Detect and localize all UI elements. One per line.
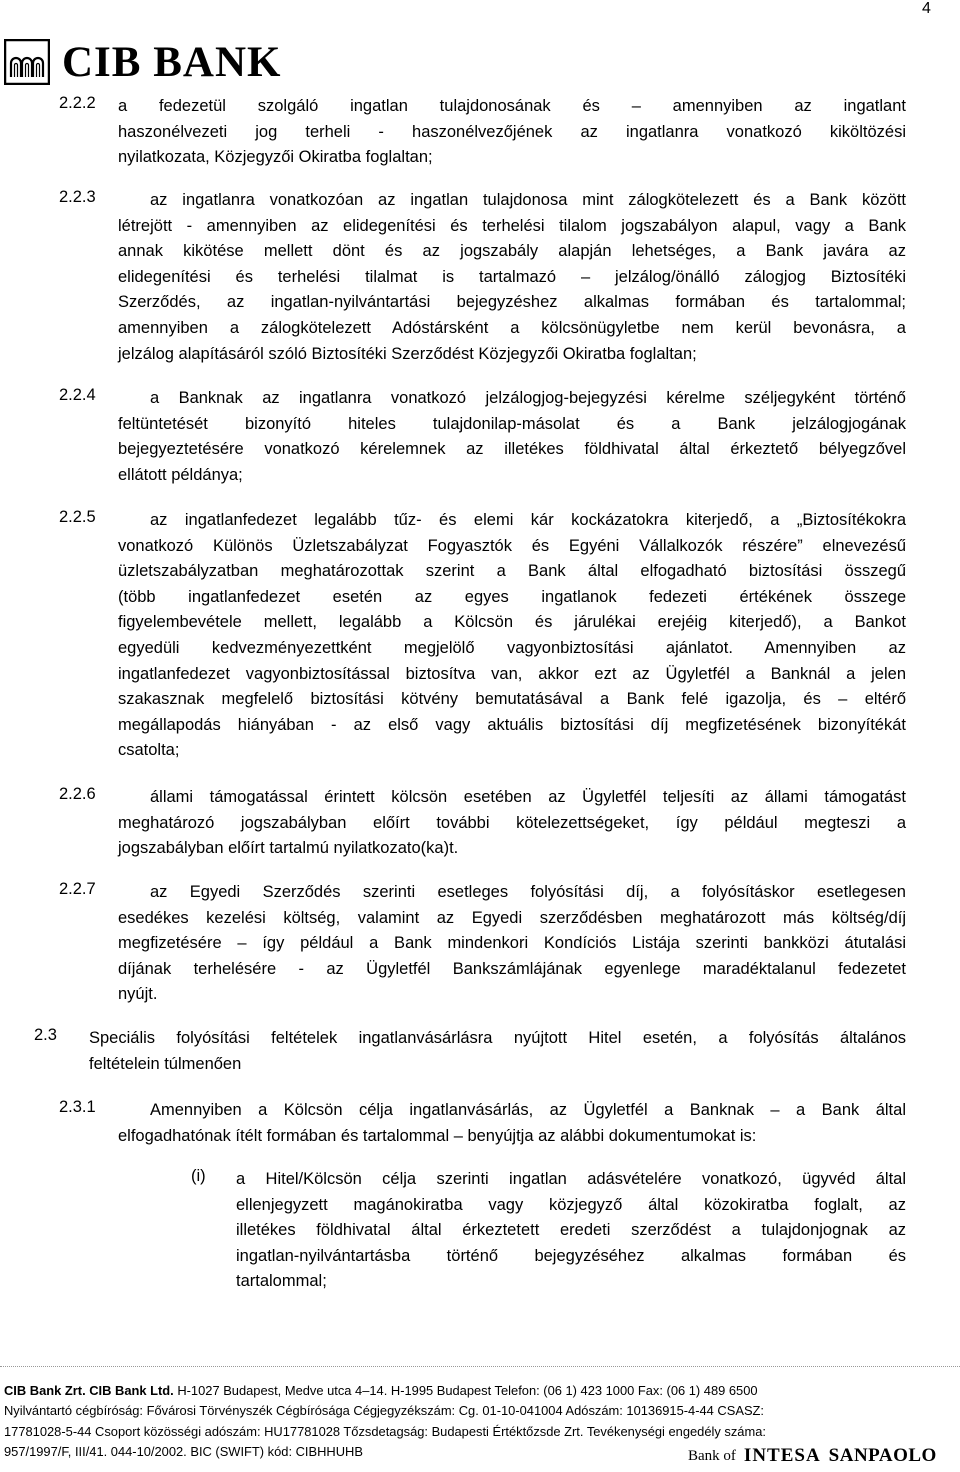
text-line: feltételein túlmenően	[89, 1054, 242, 1073]
text-line: egyedüli kedvezményezettként megjelölő vagyonbiztosítási ajánlatot. Amennyiben az	[118, 638, 906, 657]
text-line: jelzálog alapításáról szóló Biztosítéki Szerződést Közjegyzői Okiratba foglaltan;	[118, 344, 697, 363]
intesa-sanpaolo-logo	[688, 1443, 937, 1469]
text-line: esedékes kezelési költség, valamint az Egyedi szerződésben meghatározott más költség/díj	[118, 908, 906, 927]
text-line: ellátott példánya;	[118, 465, 243, 484]
text-line: illetékes földhivatal által érkeztetett eredeti szerződést a tulajdonjognak az	[236, 1221, 906, 1240]
text-line: ingatlanfedezet vagyonbiztosítással biztosítva van, akkor ezt az Ügyletfél a Banknál a jelen	[118, 664, 906, 683]
text-line: a fedezetül szolgáló ingatlan tulajdonosának és – amennyiben az ingatlant	[118, 97, 906, 115]
text-line: bejegyeztetésére vonatkozó kérelemnek az illetékes földhivatal által érkeztető bélyegzővel	[118, 440, 906, 459]
section-number: 2.2.2	[59, 94, 96, 112]
footer-line-3: 17781028-5-44 Csoport közösségi adószám: HU17781028 Tőzsdetagság: Budapesti Értéktőzsde Zrt. Tevékenységi engedély száma:	[4, 1423, 766, 1439]
text-line: meghatározó jogszabályban előírt további kötelezettségeket, így például megteszi a	[118, 813, 906, 832]
text-line: díjának terhelésére - az Ügyletfél Bankszámlájának egyenlege maradéktalanul fedezetet	[118, 959, 906, 978]
section-number: 2.2.5	[59, 508, 96, 526]
footer-line-1	[4, 1381, 960, 1401]
footer-line-4: 957/1997/F, III/41. 044-10/2002. BIC (SWIFT) kód: CIBHHUHB	[4, 1443, 363, 1459]
text-line: haszonélvezeti jog terheli - haszonélvezőjének az ingatlanra vonatkozó kiköltözési	[118, 122, 906, 141]
text-line: feltüntetését bizonyító hiteles tulajdonilap-másolat és a Bank jelzálogjogának	[118, 414, 906, 433]
cib-bank-logo	[4, 38, 281, 86]
footer-company: CIB Bank Zrt. CIB Bank Ltd.	[4, 1383, 174, 1398]
text-line: tartalommal;	[236, 1272, 327, 1291]
text-line: szakasznak megfelelő biztosítási kötvény bemutatásával a Bank felé igazolja, és – eltérő	[118, 690, 906, 709]
section-text-2-3	[89, 1026, 906, 1077]
section-text-2-2-5	[118, 508, 906, 764]
section-number: 2.2.6	[59, 785, 96, 803]
item-number: (i)	[191, 1167, 206, 1185]
section-text-2-2-2	[118, 94, 906, 171]
text-line: megállapodás hiányában - az első vagy aktuális biztosítási díj megfizetésének bizonyítékát	[118, 715, 906, 734]
text-line: elidegenítési és terhelési tilalmat is tartalmazó – jelzálog/önálló zálogjog Biztosítéki	[118, 267, 906, 286]
footer-line-2: Nyilvántartó cégbíróság: Fővárosi Törvényszék Cégbírósága Cégjegyzékszám: Cg. 01-10-041004 Adószám: 10136915-4-44 CSASZ:	[4, 1403, 764, 1419]
cib-arches-logo-icon	[4, 39, 50, 85]
text-line: vonatkozó Különös Üzletszabályzat Fogyasztók és Egyéni Vállalkozók részére” elnevezésű	[118, 536, 906, 555]
section-number: 2.2.7	[59, 880, 96, 898]
text-line: az Egyedi Szerződés szerinti esetleges folyósítási díj, a folyósításkor esetlegesen	[150, 883, 906, 901]
text-line: a Banknak az ingatlanra vonatkozó jelzálogjog-bejegyzési kérelme széljegyként történő	[150, 389, 906, 407]
sanpaolo-text: SANPAOLO	[828, 1445, 937, 1466]
text-line: nyújt.	[118, 985, 158, 1004]
text-line: állami támogatással érintett kölcsön esetében az Ügyletfél teljesíti az állami támogatást	[150, 788, 906, 806]
section-text-2-2-6	[118, 785, 906, 862]
page-number: 4	[922, 0, 931, 17]
intesa-text: INTESA	[743, 1445, 821, 1466]
text-line: elfogadhatónak ítélt formában és tartalommal – benyújtja az alábbi dokumentumokat is:	[118, 1126, 757, 1145]
text-line: jogszabályban előírt tartalmú nyilatkozato(ka)t.	[118, 839, 459, 858]
text-line: megfizetésére – így például a Bank mindenkori Kondíciós Listája szerinti bankközi átutalási	[118, 934, 906, 953]
logo-text: CIB BANK	[62, 38, 282, 86]
text-line: ingatlan-nyilvántartásba történő bejegyzéséhez alkalmas formában és	[236, 1246, 906, 1265]
section-text-2-2-3	[118, 188, 906, 367]
section-text-2-3-1	[118, 1098, 906, 1149]
footer-divider	[0, 1366, 960, 1367]
text-line: (több ingatlanfedezet esetén az egyes ingatlanok fedezeti értékének összege	[118, 587, 906, 606]
section-number: 2.2.4	[59, 386, 96, 404]
section-text-2-2-7	[118, 880, 906, 1008]
text-line: az ingatlanra vonatkozóan az ingatlan tulajdonosa mint zálogkötelezett és a Bank között	[150, 191, 906, 209]
section-number: 2.3.1	[59, 1098, 96, 1116]
text-line: amennyiben a zálogkötelezett Adóstársként a kölcsönügyletbe nem kerül bevonásra, a	[118, 318, 906, 337]
item-text-i	[236, 1167, 906, 1295]
bank-of-text: Bank of	[688, 1447, 736, 1464]
text-line: az ingatlanfedezet legalább tűz- és elemi kár kockázatokra kiterjedő, a „Biztosítékokra	[150, 511, 906, 529]
text-line: létrejött - amennyiben az elidegenítési és terhelési tilalom jogszabályon alapul, vagy a Bank	[118, 216, 906, 235]
text-line: nyilatkozata, Közjegyzői Okiratba foglaltan;	[118, 148, 433, 167]
text-line: Speciális folyósítási feltételek ingatlanvásárlásra nyújtott Hitel esetén, a folyósítás általános	[89, 1029, 906, 1047]
footer-address: H-1027 Budapest, Medve utca 4–14. H-1995 Budapest Telefon: (06 1) 423 1000 Fax: (06 1) 489 6500	[173, 1383, 758, 1398]
text-line: ellenjegyzett magánokiratba vagy közjegyző által közokiratba foglalt, az	[236, 1195, 906, 1214]
section-text-2-2-4	[118, 386, 906, 488]
text-line: figyelembevétele mellett, legalább a Kölcsön és járulékai erejéig kiterjedő), a Bankot	[118, 613, 906, 632]
text-line: annak kikötése mellett dönt és az jogszabály alapján lehetséges, a Bank javára az	[118, 242, 906, 261]
text-line: csatolta;	[118, 741, 180, 760]
text-line: Szerződés, az ingatlan-nyilvántartási bejegyzéshez alkalmas formában és tartalommal;	[118, 293, 906, 312]
section-number: 2.3	[34, 1026, 57, 1044]
text-line: üzletszabályzatban meghatározottak szerint a Bank által elfogadható biztosítási összegű	[118, 562, 906, 581]
text-line: a Hitel/Kölcsön célja szerinti ingatlan adásvételére vonatkozó, ügyvéd által	[236, 1170, 906, 1188]
section-number: 2.2.3	[59, 188, 96, 206]
text-line: Amennyiben a Kölcsön célja ingatlanvásárlás, az Ügyletfél a Banknak – a Bank által	[150, 1101, 906, 1119]
